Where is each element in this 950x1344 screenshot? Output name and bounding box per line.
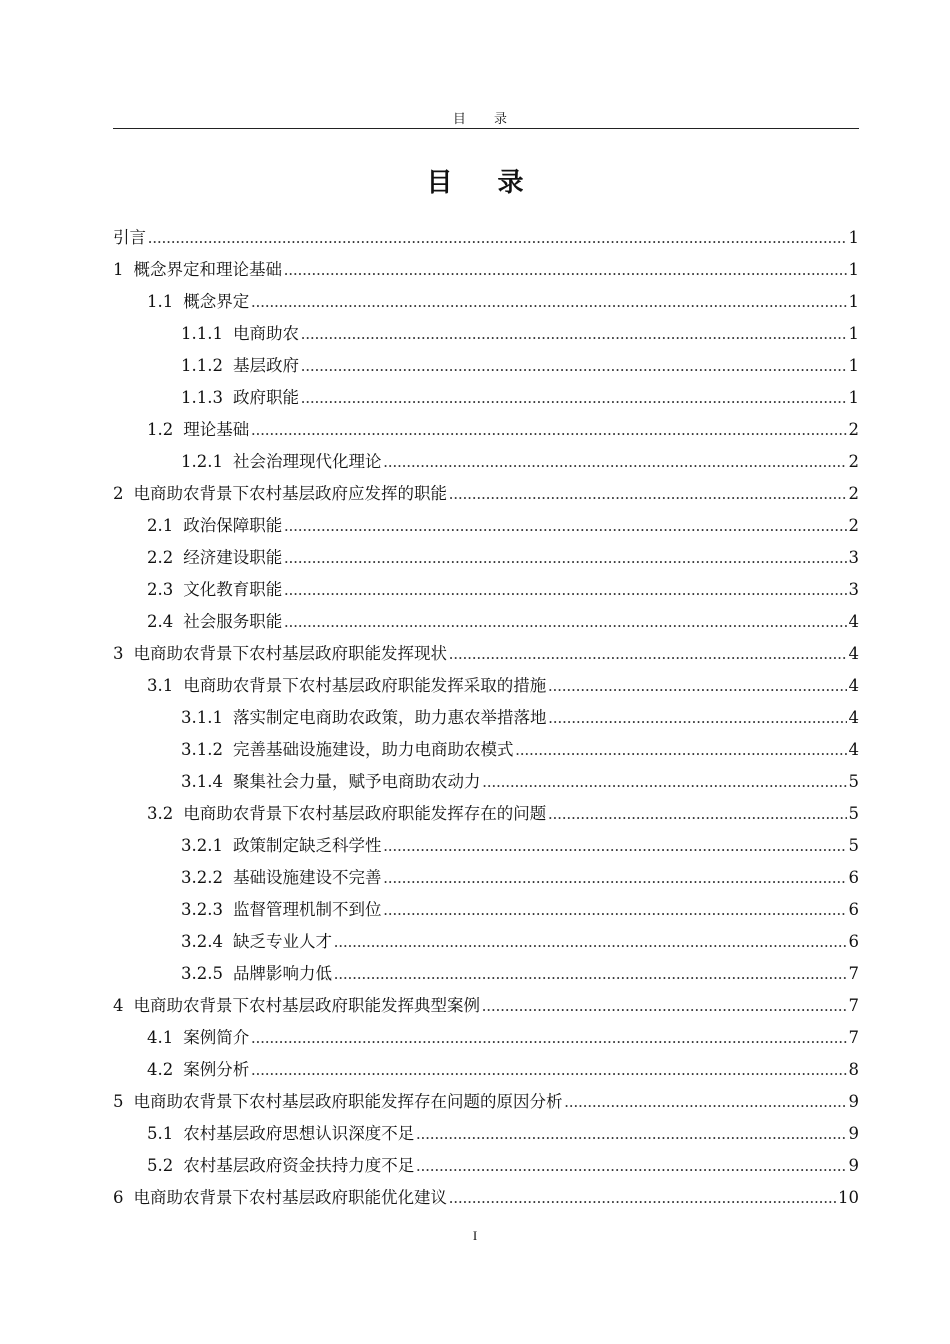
toc-dot-leader: [334, 926, 847, 958]
toc-entry-page: 9: [848, 1156, 859, 1175]
toc-dot-leader: [251, 286, 846, 318]
toc-entry-title: 落实制定电商助农政策，助力惠农举措落地: [232, 708, 547, 727]
toc-entry-page: 1: [848, 292, 859, 311]
toc-entry-number: 3.2: [147, 804, 174, 823]
toc-entry-page: 2: [848, 420, 859, 439]
toc-entry-title: 基层政府: [232, 356, 299, 375]
toc-dot-leader: [251, 1022, 846, 1054]
table-of-contents: [113, 222, 859, 1214]
toc-entry[interactable]: [113, 510, 859, 542]
toc-dot-leader: [284, 542, 846, 574]
toc-entry[interactable]: [113, 542, 859, 574]
toc-dot-leader: [482, 990, 847, 1022]
toc-entry-page: 4: [848, 644, 859, 663]
toc-entry-page: 7: [848, 1028, 859, 1047]
toc-entry-number: 5: [113, 1092, 124, 1111]
toc-entry-title: 农村基层政府思想认识深度不足: [183, 1124, 415, 1143]
toc-entry-number: 2: [113, 484, 124, 503]
toc-dot-leader: [565, 1086, 847, 1118]
toc-dot-leader: [284, 510, 846, 542]
toc-entry-number: 6: [113, 1188, 124, 1207]
toc-entry-title: 电商助农背景下农村基层政府职能优化建议: [133, 1188, 447, 1207]
page-number: I: [472, 1228, 478, 1243]
toc-entry-number: 2.2: [147, 548, 174, 567]
toc-entry-number: 3: [113, 644, 124, 663]
toc-entry[interactable]: [113, 1150, 859, 1182]
toc-dot-leader: [383, 894, 846, 926]
toc-dot-leader: [449, 478, 847, 510]
toc-entry-number: 3.2.4: [181, 932, 223, 951]
toc-entry-title: 完善基础设施建设，助力电商助农模式: [232, 740, 514, 759]
toc-entry-title: 聚集社会力量，赋予电商助农动力: [232, 772, 481, 791]
toc-entry[interactable]: [113, 446, 859, 478]
toc-entry-page: 5: [848, 836, 859, 855]
toc-entry[interactable]: [113, 1118, 859, 1150]
toc-entry-page: 1: [848, 260, 859, 279]
toc-entry-title: 政治保障职能: [183, 516, 283, 535]
toc-entry-page: 4: [848, 612, 859, 631]
toc-entry[interactable]: [113, 798, 859, 830]
toc-entry-number: 2.4: [147, 612, 174, 631]
toc-dot-leader: [251, 414, 846, 446]
toc-entry-page: 1: [848, 388, 859, 407]
toc-entry-number: 3.1: [147, 676, 174, 695]
toc-entry[interactable]: [113, 1086, 859, 1118]
toc-dot-leader: [301, 318, 847, 350]
toc-entry-title: 电商助农背景下农村基层政府职能发挥采取的措施: [183, 676, 547, 695]
toc-dot-leader: [284, 574, 846, 606]
toc-entry-title: 文化教育职能: [183, 580, 283, 599]
toc-dot-leader: [383, 862, 846, 894]
toc-entry-page: 4: [848, 740, 859, 759]
toc-entry[interactable]: [113, 990, 859, 1022]
toc-entry-page: 2: [848, 516, 859, 535]
toc-entry-page: 1: [848, 324, 859, 343]
toc-entry-title: 概念界定: [183, 292, 250, 311]
toc-entry-title: 引言: [113, 228, 146, 247]
toc-entry-page: 10: [838, 1188, 859, 1207]
toc-entry-page: 2: [848, 484, 859, 503]
toc-entry-page: 1: [848, 356, 859, 375]
toc-entry-number: 1.2: [147, 420, 174, 439]
toc-entry-page: 7: [848, 996, 859, 1015]
toc-entry-number: 4.2: [147, 1060, 174, 1079]
toc-entry-number: 2.3: [147, 580, 174, 599]
toc-entry-title: 社会治理现代化理论: [232, 452, 382, 471]
toc-entry-number: 3.2.3: [181, 900, 223, 919]
toc-dot-leader: [301, 350, 847, 382]
toc-entry-number: 3.2.1: [181, 836, 223, 855]
toc-entry-page: 6: [848, 868, 859, 887]
toc-entry[interactable]: [113, 1054, 859, 1086]
toc-dot-leader: [449, 1182, 836, 1214]
toc-entry[interactable]: [113, 222, 859, 254]
toc-entry-title: 缺乏专业人才: [232, 932, 332, 951]
toc-entry-title: 农村基层政府资金扶持力度不足: [183, 1156, 415, 1175]
toc-entry-title: 理论基础: [183, 420, 250, 439]
toc-entry-page: 4: [848, 676, 859, 695]
toc-entry[interactable]: [113, 286, 859, 318]
toc-entry[interactable]: [113, 606, 859, 638]
toc-entry[interactable]: [113, 350, 859, 382]
toc-entry-number: 1.1.3: [181, 388, 223, 407]
toc-dot-leader: [284, 254, 847, 286]
toc-entry[interactable]: [113, 734, 859, 766]
toc-dot-leader: [383, 446, 846, 478]
toc-entry[interactable]: [113, 1022, 859, 1054]
toc-dot-leader: [284, 606, 846, 638]
toc-dot-leader: [251, 1054, 846, 1086]
toc-entry-title: 品牌影响力低: [232, 964, 332, 983]
toc-entry-page: 6: [848, 900, 859, 919]
toc-entry-page: 3: [848, 548, 859, 567]
toc-entry-page: 9: [848, 1124, 859, 1143]
toc-dot-leader: [548, 702, 846, 734]
toc-entry-number: 3.1.4: [181, 772, 223, 791]
toc-entry-number: 3.2.2: [181, 868, 223, 887]
toc-entry-number: 3.1.2: [181, 740, 223, 759]
toc-entry[interactable]: [113, 766, 859, 798]
toc-dot-leader: [416, 1150, 846, 1182]
toc-dot-leader: [548, 798, 846, 830]
toc-entry[interactable]: [113, 670, 859, 702]
toc-dot-leader: [482, 766, 846, 798]
toc-entry-number: 4: [113, 996, 124, 1015]
toc-entry-number: 3.1.1: [181, 708, 223, 727]
toc-entry[interactable]: [113, 926, 859, 958]
toc-entry-title: 监督管理机制不到位: [232, 900, 382, 919]
toc-entry-title: 电商助农背景下农村基层政府职能发挥典型案例: [133, 996, 480, 1015]
toc-entry[interactable]: [113, 414, 859, 446]
toc-entry-title: 政策制定缺乏科学性: [232, 836, 382, 855]
toc-entry[interactable]: [113, 382, 859, 414]
toc-entry-number: 1.2.1: [181, 452, 223, 471]
toc-entry-title: 概念界定和理论基础: [133, 260, 282, 279]
toc-entry-number: 1: [113, 260, 124, 279]
toc-entry-page: 7: [848, 964, 859, 983]
toc-entry-page: 5: [848, 804, 859, 823]
toc-entry-number: 1.1.2: [181, 356, 223, 375]
toc-dot-leader: [334, 958, 847, 990]
toc-entry-title: 政府职能: [232, 388, 299, 407]
toc-entry[interactable]: [113, 1182, 859, 1214]
toc-dot-leader: [548, 670, 846, 702]
toc-dot-leader: [416, 1118, 846, 1150]
toc-entry[interactable]: [113, 830, 859, 862]
toc-entry-number: 1.1: [147, 292, 174, 311]
page-title: 目 录: [426, 168, 542, 198]
running-header: 目 录: [113, 108, 859, 129]
toc-entry[interactable]: [113, 254, 859, 286]
toc-entry-title: 案例分析: [183, 1060, 250, 1079]
toc-dot-leader: [383, 830, 846, 862]
toc-entry-page: 2: [848, 452, 859, 471]
toc-entry-title: 电商助农背景下农村基层政府职能发挥存在的问题: [183, 804, 547, 823]
toc-entry-title: 基础设施建设不完善: [232, 868, 382, 887]
toc-entry[interactable]: [113, 862, 859, 894]
toc-entry[interactable]: [113, 958, 859, 990]
toc-entry[interactable]: [113, 574, 859, 606]
toc-entry-page: 1: [848, 228, 859, 247]
toc-dot-leader: [301, 382, 847, 414]
toc-dot-leader: [148, 222, 847, 254]
toc-entry-number: 4.1: [147, 1028, 174, 1047]
toc-entry[interactable]: [113, 478, 859, 510]
toc-entry[interactable]: [113, 894, 859, 926]
toc-dot-leader: [515, 734, 846, 766]
toc-entry-page: 9: [848, 1092, 859, 1111]
toc-entry-title: 案例简介: [183, 1028, 250, 1047]
toc-entry-title: 电商助农背景下农村基层政府应发挥的职能: [133, 484, 447, 503]
toc-entry-page: 5: [848, 772, 859, 791]
toc-entry-number: 3.2.5: [181, 964, 223, 983]
toc-entry[interactable]: [113, 638, 859, 670]
toc-entry-page: 6: [848, 932, 859, 951]
toc-entry-page: 3: [848, 580, 859, 599]
toc-entry-page: 4: [848, 708, 859, 727]
toc-entry-title: 电商助农背景下农村基层政府职能发挥现状: [133, 644, 447, 663]
toc-entry-title: 电商助农: [232, 324, 299, 343]
toc-entry-number: 1.1.1: [181, 324, 223, 343]
toc-entry-title: 经济建设职能: [183, 548, 283, 567]
toc-entry[interactable]: [113, 702, 859, 734]
toc-entry-number: 5.1: [147, 1124, 174, 1143]
toc-entry-title: 社会服务职能: [183, 612, 283, 631]
toc-entry-title: 电商助农背景下农村基层政府职能发挥存在问题的原因分析: [133, 1092, 563, 1111]
toc-entry-number: 5.2: [147, 1156, 174, 1175]
toc-entry[interactable]: [113, 318, 859, 350]
toc-entry-page: 8: [848, 1060, 859, 1079]
toc-entry-number: 2.1: [147, 516, 174, 535]
toc-dot-leader: [449, 638, 847, 670]
